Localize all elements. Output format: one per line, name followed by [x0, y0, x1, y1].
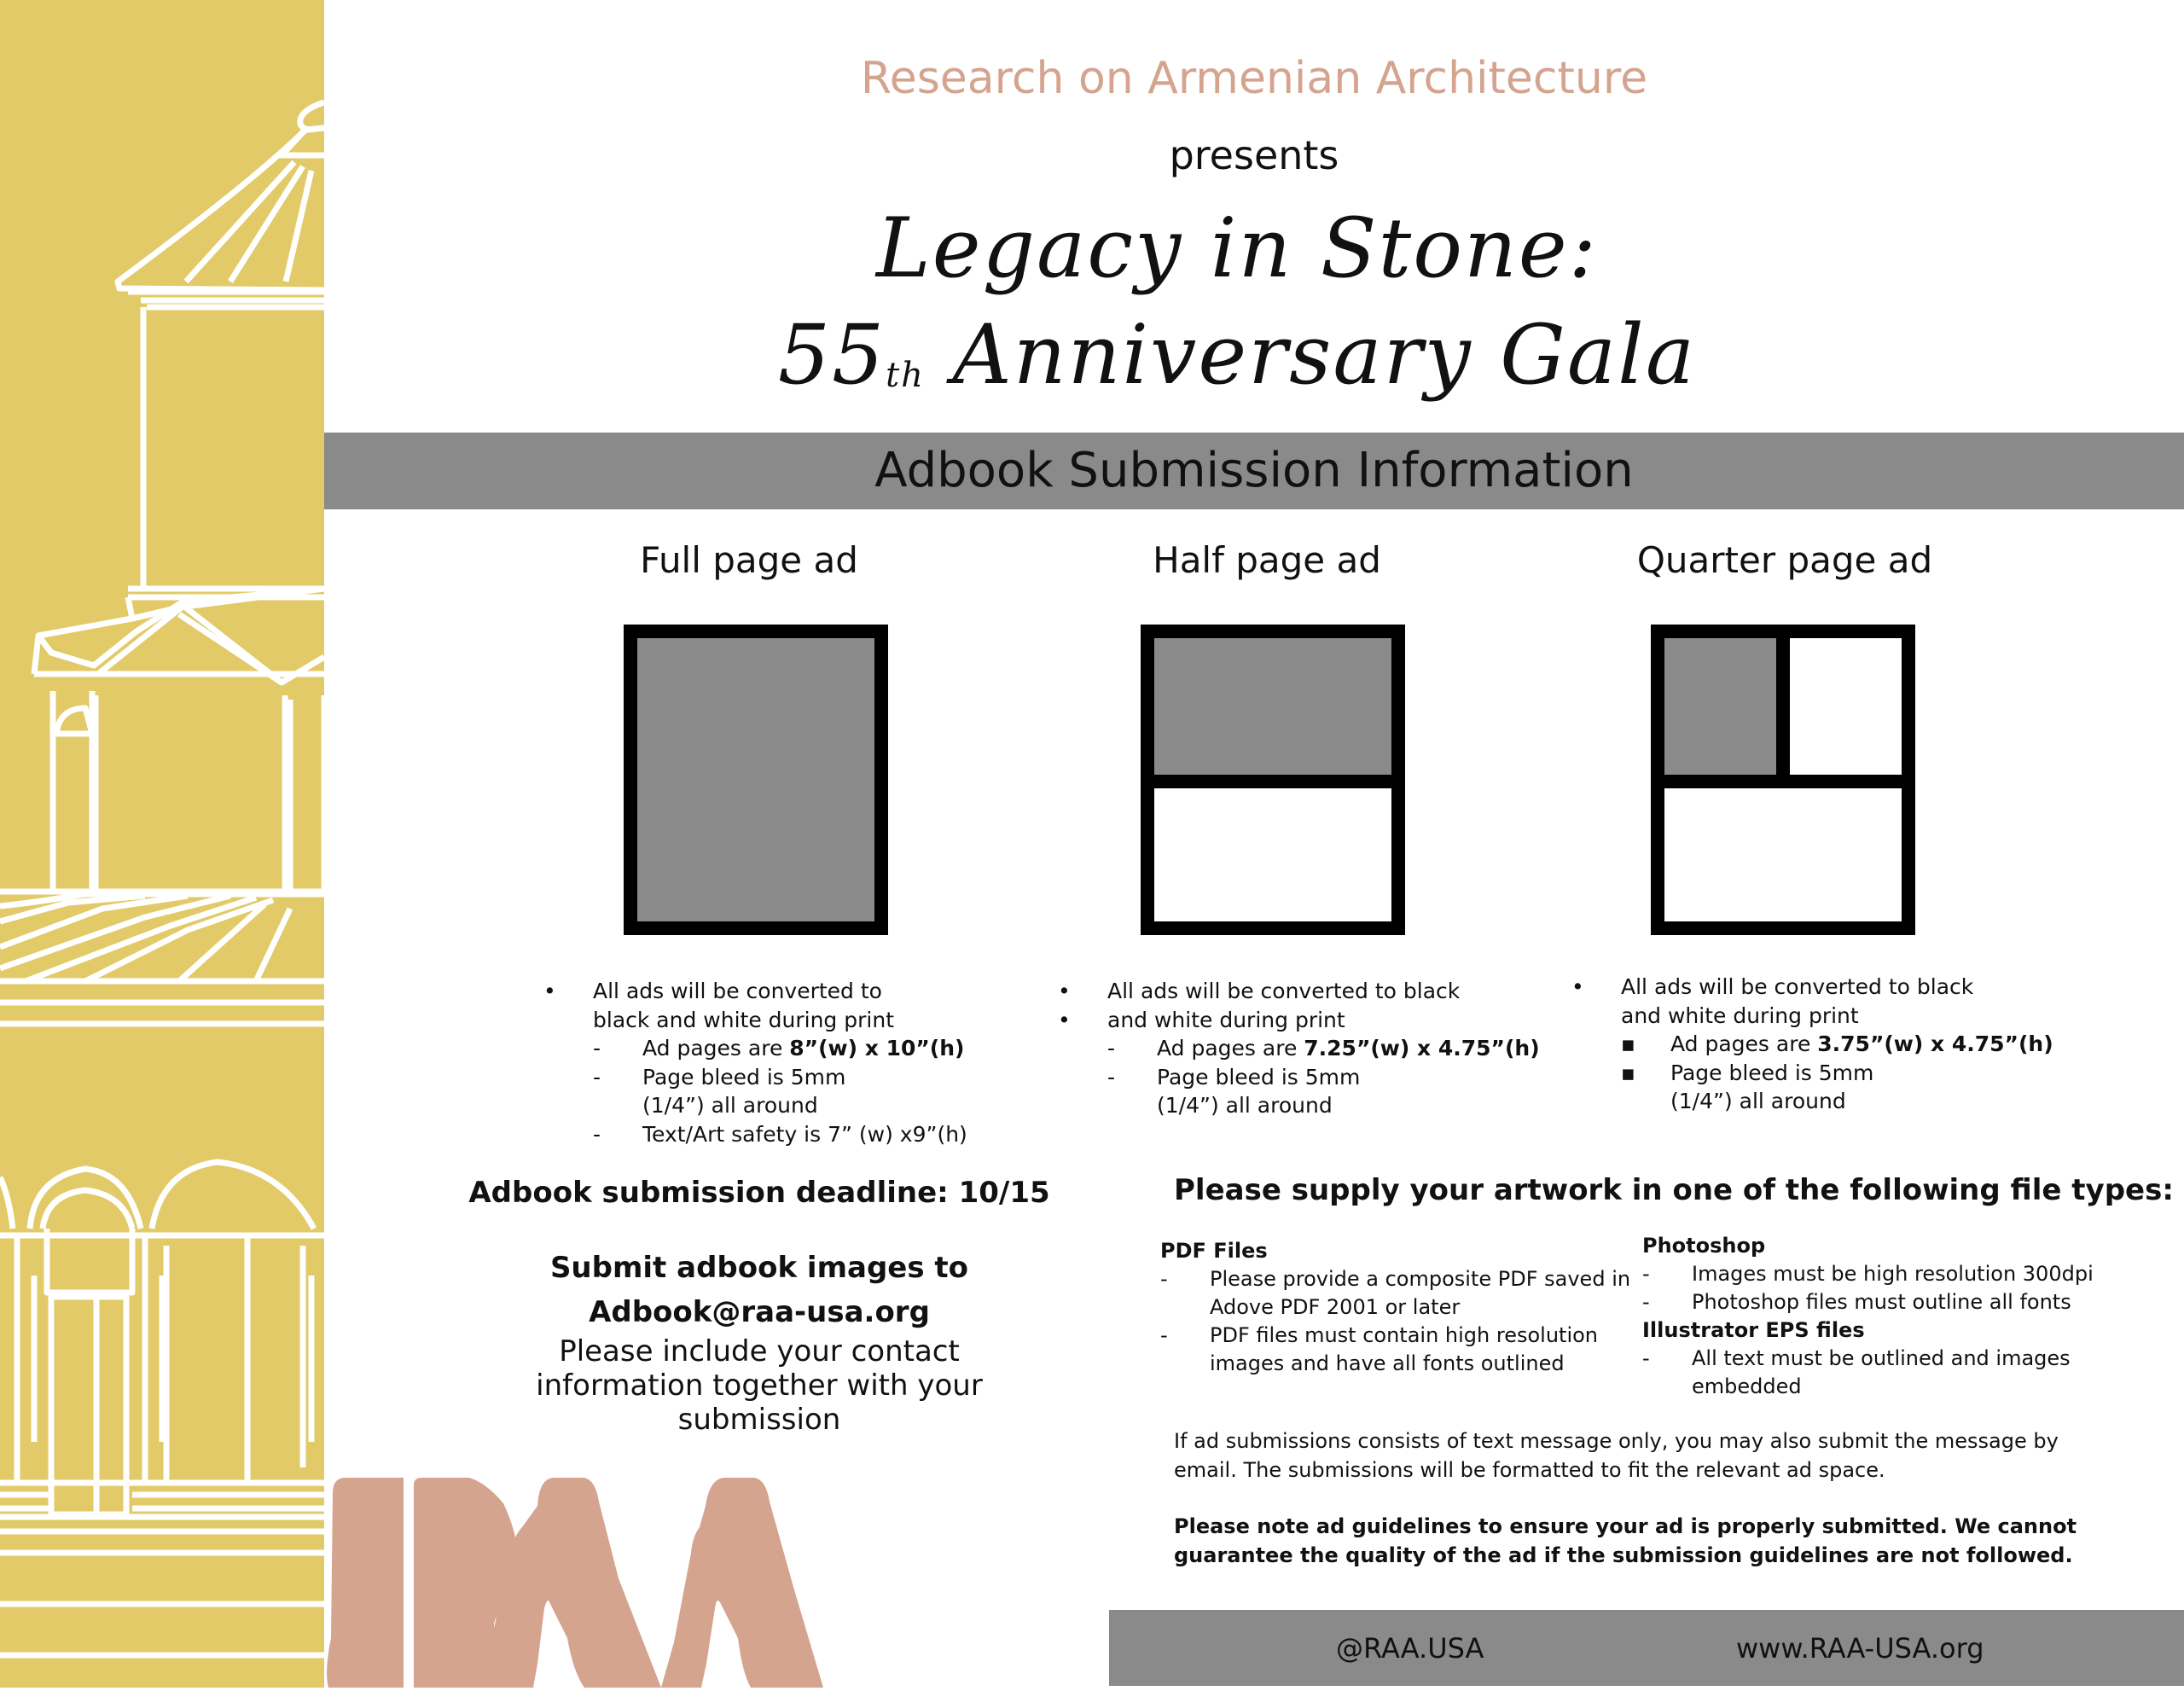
ad-area-shaded — [1664, 638, 1776, 775]
section-title: Adbook Submission Information — [874, 443, 1634, 498]
spec-sub-item: - Ad pages are 8”(w) x 10”(h) — [593, 1036, 965, 1061]
full-page-ad-specs — [543, 977, 1021, 1148]
social-handle-link[interactable]: @RAA.USA — [1336, 1632, 1484, 1665]
half-page-ad-title: Half page ad — [1153, 539, 1381, 581]
footer-bar — [1109, 1610, 2184, 1686]
photoshop-illustrator-requirements — [1642, 1232, 2171, 1401]
anniversary-suffix: th — [886, 356, 925, 395]
anniversary-number: 55 — [777, 307, 886, 403]
spec-sub-item: - Page bleed is 5mm (1/4”) all around — [1107, 1064, 1361, 1118]
event-title-line2 — [324, 307, 2150, 403]
requirement-item: - PDF files must contain high resolution images and have all fonts outlined — [1160, 1323, 1599, 1375]
anniversary-gala-label: Anniversary Gala — [952, 307, 1697, 403]
submit-line: Submit adbook images to — [549, 1251, 969, 1285]
spec-bullet: • All ads will be converted to black — [1058, 979, 1461, 1003]
half-page-ad-specs — [1058, 977, 1570, 1120]
divider — [1154, 775, 1391, 788]
quarter-page-ad-specs — [1571, 973, 2083, 1116]
requirement-item: - Please provide a composite PDF saved in Adove PDF 2001 or later — [1160, 1267, 1631, 1319]
spec-sub-item: - Text/Art safety is 7” (w) x9”(h) — [593, 1121, 967, 1147]
requirement-item: - Images must be high resolution 300dpi — [1642, 1262, 2094, 1286]
section-band — [324, 433, 2184, 509]
file-types-title: Please supply your artwork in one of the following file types: — [1174, 1173, 2174, 1207]
pdf-file-requirements — [1160, 1237, 1638, 1378]
side-panel-architecture-illustration — [0, 0, 324, 1688]
half-page-ad-diagram — [1141, 625, 1405, 935]
event-title-line1: Legacy in Stone: — [876, 200, 1598, 296]
submission-instructions — [444, 1246, 1075, 1437]
website-link[interactable]: www.RAA-USA.org — [1736, 1632, 1984, 1665]
spec-bullet: • All ads will be converted to black and white during print — [543, 979, 894, 1032]
divider — [1664, 775, 1902, 788]
illustrator-heading: Illustrator EPS files — [1642, 1318, 1865, 1342]
submission-email-link[interactable]: Adbook@raa-usa.org — [589, 1295, 930, 1329]
guidelines-note: Please note ad guidelines to ensure your ad is properly submitted. We cannot guarantee the quality of the ad if the submission guidelines are not followed. — [1174, 1514, 2077, 1567]
raa-logo — [324, 1467, 1143, 1688]
divider — [1776, 638, 1790, 775]
quarter-page-ad-title: Quarter page ad — [1636, 539, 1933, 581]
spec-bullet: • and white during print — [1058, 1007, 1345, 1032]
spec-sub-item: - Ad pages are 7.25”(w) x 4.75”(h) — [1107, 1036, 1540, 1061]
spec-sub-item: ▪ Page bleed is 5mm (1/4”) all around — [1621, 1060, 1874, 1113]
church-illustration-icon — [0, 0, 324, 1688]
requirement-item: - All text must be outlined and images embedded — [1642, 1346, 2071, 1398]
submission-deadline: Adbook submission deadline: 10/15 — [468, 1176, 1050, 1210]
spec-bullet: • All ads will be converted to black and white during print — [1571, 974, 1974, 1028]
full-page-ad-title: Full page ad — [640, 539, 858, 581]
contact-note: Please include your contact information together with your submission — [536, 1334, 983, 1437]
organization-name: Research on Armenian Architecture — [860, 53, 1648, 104]
ad-area-shaded — [637, 638, 874, 921]
spec-sub-item: ▪ Ad pages are 3.75”(w) x 4.75”(h) — [1621, 1031, 2053, 1056]
text-only-note: If ad submissions consists of text message only, you may also submit the message by email. The submissions will be formatted to fit the relevant ad space. — [1174, 1429, 2059, 1482]
photoshop-heading: Photoshop — [1642, 1234, 1766, 1258]
pdf-heading: PDF Files — [1160, 1239, 1268, 1263]
quarter-page-ad-diagram — [1651, 625, 1915, 935]
full-page-ad-diagram — [624, 625, 888, 935]
raa-logo-icon — [324, 1467, 1143, 1688]
ad-area-shaded — [1154, 638, 1391, 775]
requirement-item: - Photoshop files must outline all fonts — [1642, 1290, 2071, 1314]
spec-sub-item: - Page bleed is 5mm (1/4”) all around — [593, 1064, 846, 1118]
presents-label: presents — [1169, 132, 1339, 178]
